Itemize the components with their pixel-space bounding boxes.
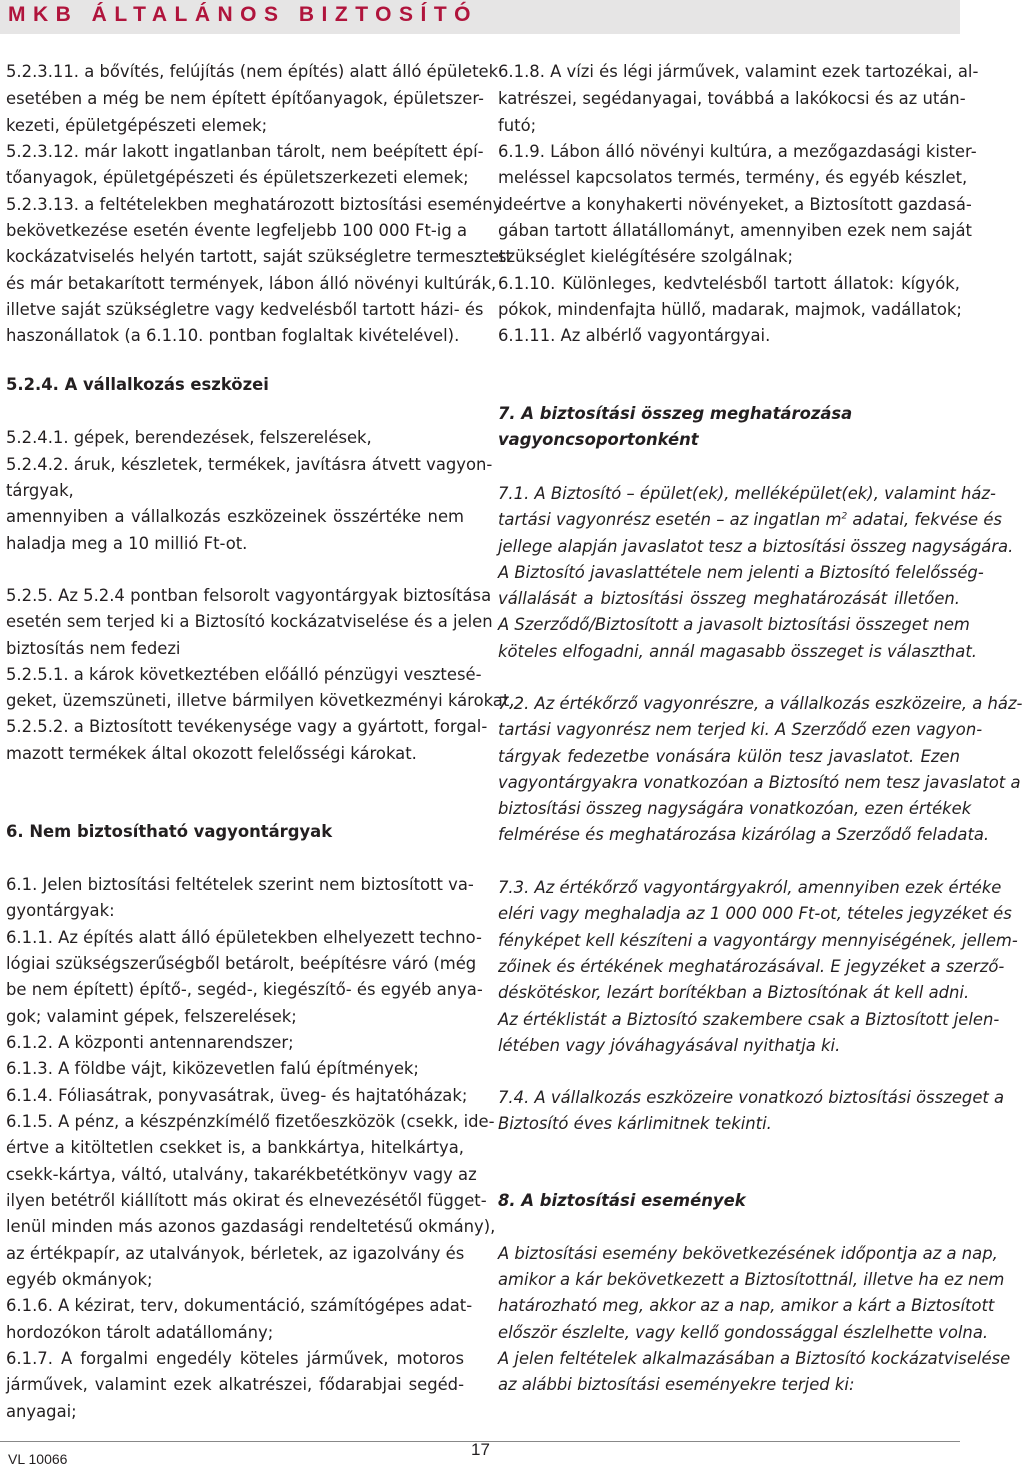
text-line: illetve saját szükségletre vagy kedvelésből tartott házi- és [6, 300, 484, 319]
text-line: tőanyagok, épületgépészeti és épületszerkezeti elemek; [6, 168, 469, 187]
text-line: először észlelte, vagy kellő gondossággal észlelhette volna. [498, 1323, 989, 1342]
text-line: 6.1.6. A kézirat, terv, dokumentáció, számítógépes adat- [6, 1296, 473, 1315]
text-line: eléri vagy meghaladja az 1 000 000 Ft-ot, tételes jegyzéket és [498, 904, 1012, 923]
text-line: zőinek és értékének meghatározásával. E jegyzéket a szerző- [498, 957, 1005, 976]
text-line: haladja meg a 10 millió Ft-ot. [6, 534, 248, 553]
text-line: köteles elfogadni, annál magasabb összeget is választhat. [498, 642, 977, 661]
text-line: A Szerződő/Biztosított a javasolt biztosítási összeget nem [498, 615, 970, 634]
text-line: A biztosítási esemény bekövetkezésének időpontja az a nap, [498, 1244, 998, 1263]
text-line: tárgyak, [6, 481, 74, 500]
text-line: kockázatviselés helyén tartott, saját szükségletre termesztett [6, 247, 513, 266]
text-line: 6.1.3. A földbe vájt, kiközevetlen falú építmények; [6, 1059, 419, 1078]
text-line: 5.2.3.13. a feltételekben meghatározott biztosítási esemény [6, 195, 503, 214]
text-line: lenül minden más azonos gazdasági rendeltetésű okmány), [6, 1217, 496, 1236]
text-line: 7.4. A vállalkozás eszközeire vonatkozó biztosítási összeget a [498, 1088, 1005, 1107]
text-line: 6.1.7. A forgalmi engedély köteles járművek, motoros [6, 1349, 464, 1368]
text-line: ilyen betétről kiállított más okirat és elnevezésétől függet- [6, 1191, 487, 1210]
header-band [0, 0, 960, 34]
text-line: haszonállatok (a 6.1.10. pontban foglaltak kivételével). [6, 326, 460, 345]
text-line: gában tartott állatállományt, amennyiben ezek nem saját [498, 221, 972, 240]
text-line: meléssel kapcsolatos termés, termény, és egyéb készlet, [498, 168, 968, 187]
text-line: kezeti, épületgépészeti elemek; [6, 116, 268, 135]
text-line: 5.2.3.12. már lakott ingatlanban tárolt, nem beépített épí- [6, 142, 484, 161]
text-line: A jelen feltételek alkalmazásában a Biztosító kockázatviselése [498, 1349, 1011, 1368]
text-line: 7.2. Az értékőrző vagyonrészre, a vállalkozás eszközeire, a ház- [498, 694, 1022, 713]
section-heading: 8. A biztosítási események [498, 1191, 746, 1210]
text-line: pókok, mindenfajta hüllő, madarak, majmok, vadállatok; [498, 300, 962, 319]
text-line: 6.1. Jelen biztosítási feltételek szerint nem biztosított va- [6, 875, 474, 894]
text-line: gok; valamint gépek, felszerelések; [6, 1007, 297, 1026]
footer-code: VL 10066 [8, 1451, 68, 1467]
text-line: amikor a kár bekövetkezett a Biztosítottnál, illetve ha ez nem [498, 1270, 1005, 1289]
text-line: 6.1.10. Különleges, kedvtelésből tartott állatok: kígyók, [498, 274, 960, 293]
text-line: vállalását a biztosítási összeg meghatározását illetően. [498, 589, 960, 608]
text-line: értve a kitöltetlen csekket is, a bankkártya, hitelkártya, [6, 1138, 464, 1157]
text-line: esetén sem terjed ki a Biztosító kockázatviselése és a jelen [6, 612, 493, 631]
text-line: hordozókon tárolt adatállomány; [6, 1323, 274, 1342]
text-line: az alábbi biztosítási eseményekre terjed ki: [498, 1375, 855, 1394]
text-line: gyontárgyak: [6, 901, 115, 920]
text-line: 6.1.2. A központi antennarendszer; [6, 1033, 294, 1052]
text-line: 7.1. A Biztosító – épület(ek), melléképület(ek), valamint ház- [498, 484, 996, 503]
text-line: biztosítási összeg nagyságára vonatkozóan, ezen értékek [498, 799, 972, 818]
text-line: 5.2.5. Az 5.2.4 pontban felsorolt vagyontárgyak biztosítása [6, 586, 492, 605]
text-line: futó; [498, 116, 537, 135]
text-line [498, 506, 1002, 533]
text-line: 6.1.1. Az építés alatt álló épületekben elhelyezett techno- [6, 928, 482, 947]
text-fragment: tartási vagyonrész esetén – az ingatlan m [498, 510, 842, 529]
text-line: 6.1.5. A pénz, a készpénzkímélő fizetőeszközök (csekk, ide- [6, 1112, 495, 1131]
text-line: anyagai; [6, 1402, 77, 1421]
text-line: 6.1.9. Lábon álló növényi kultúra, a mezőgazdasági kister- [498, 142, 977, 161]
text-line: 5.2.4.2. áruk, készletek, termékek, javításra átvett vagyon- [6, 455, 493, 474]
text-line: 6.1.11. Az albérlő vagyontárgyai. [498, 326, 771, 345]
text-line: lógiai szükségszerűségből betárolt, beépítésre váró (még [6, 954, 477, 973]
text-line: be nem épített) építő-, segéd-, kiegészítő- és egyéb anya- [6, 980, 483, 999]
text-line: ideértve a konyhakerti növényeket, a Biztosított gazdasá- [498, 195, 972, 214]
text-line: bekövetkezése esetén évente legfeljebb 100 000 Ft-ig a [6, 221, 468, 240]
text-line: esetében a még be nem épített építőanyagok, épületszer- [6, 89, 484, 108]
text-line: 7.3. Az értékőrző vagyontárgyakról, amennyiben ezek értéke [498, 878, 1002, 897]
text-line: 5.2.5.1. a károk következtében előálló pénzügyi vesztesé- [6, 665, 482, 684]
text-line: felmérése és meghatározása kizárólag a Szerződő feladata. [498, 825, 990, 844]
text-line: az értékpapír, az utalványok, bérletek, az igazolvány és [6, 1244, 465, 1263]
superscript: 2 [841, 511, 848, 522]
text-line: tárgyak fedezetbe vonására külön tesz javaslatot. Ezen [498, 747, 960, 766]
text-line: Az értéklistát a Biztosító szakembere csak a Biztosított jelen- [498, 1010, 1000, 1029]
text-line: Biztosító éves kárlimitnek tekinti. [498, 1114, 772, 1133]
text-line: katrészei, segédanyagai, továbbá a lakókocsi és az után- [498, 89, 966, 108]
text-line: geket, üzemszüneti, illetve bármilyen következményi károkat, [6, 691, 515, 710]
text-line: 6.1.8. A vízi és légi járművek, valamint ezek tartozékai, al- [498, 62, 979, 81]
text-line: létében vagy jóváhagyásával nyithatja ki. [498, 1036, 841, 1055]
section-heading: vagyoncsoportonként [498, 430, 699, 449]
text-line: és már betakarított termények, lábon álló növényi kultúrák, [6, 274, 497, 293]
text-line: 6.1.4. Fóliasátrak, ponyvasátrak, üveg- és hajtatóházak; [6, 1086, 468, 1105]
text-line: járművek, valamint ezek alkatrészei, fődarabjai segéd- [6, 1375, 464, 1394]
section-heading: 5.2.4. A vállalkozás eszközei [6, 375, 269, 394]
text-line: csekk-kártya, váltó, utalvány, takarékbetétkönyv vagy az [6, 1165, 477, 1184]
header-title: MKB ÁLTALÁNOS BIZTOSÍTÓ [8, 3, 478, 26]
page-number: 17 [471, 1440, 490, 1459]
section-heading: 6. Nem biztosítható vagyontárgyak [6, 822, 333, 841]
text-line: jellege alapján javaslatot tesz a biztosítási összeg nagyságára. [498, 537, 1014, 556]
text-fragment: adatai, fekvése és [847, 510, 1002, 529]
text-line: A Biztosító javaslattétele nem jelenti a Biztosító felelősség- [498, 563, 984, 582]
text-line: 5.2.4.1. gépek, berendezések, felszerelések, [6, 428, 372, 447]
text-line: 5.2.3.11. a bővítés, felújítás (nem építés) alatt álló épületek [6, 62, 499, 81]
text-line: 5.2.5.2. a Biztosított tevékenysége vagy a gyártott, forgal- [6, 717, 488, 736]
text-line: biztosítás nem fedezi [6, 639, 181, 658]
text-line: amennyiben a vállalkozás eszközeinek összértéke nem [6, 507, 464, 526]
text-line: egyéb okmányok; [6, 1270, 153, 1289]
text-line: mazott termékek által okozott felelősségi károkat. [6, 744, 417, 763]
text-line: szükséglet kielégítésére szolgálnak; [498, 247, 794, 266]
text-line: vagyontárgyakra vonatkozóan a Biztosító nem tesz javaslatot a [498, 773, 1021, 792]
text-line: déskötéskor, lezárt borítékban a Biztosítónak át kell adni. [498, 983, 970, 1002]
text-line: tartási vagyonrész nem terjed ki. A Szerződő ezen vagyon- [498, 720, 983, 739]
section-heading: 7. A biztosítási összeg meghatározása [498, 404, 853, 423]
text-line: határozható meg, akkor az a nap, amikor a kárt a Biztosított [498, 1296, 995, 1315]
text-line: fényképet kell készíteni a vagyontárgy mennyiségének, jellem- [498, 931, 1018, 950]
